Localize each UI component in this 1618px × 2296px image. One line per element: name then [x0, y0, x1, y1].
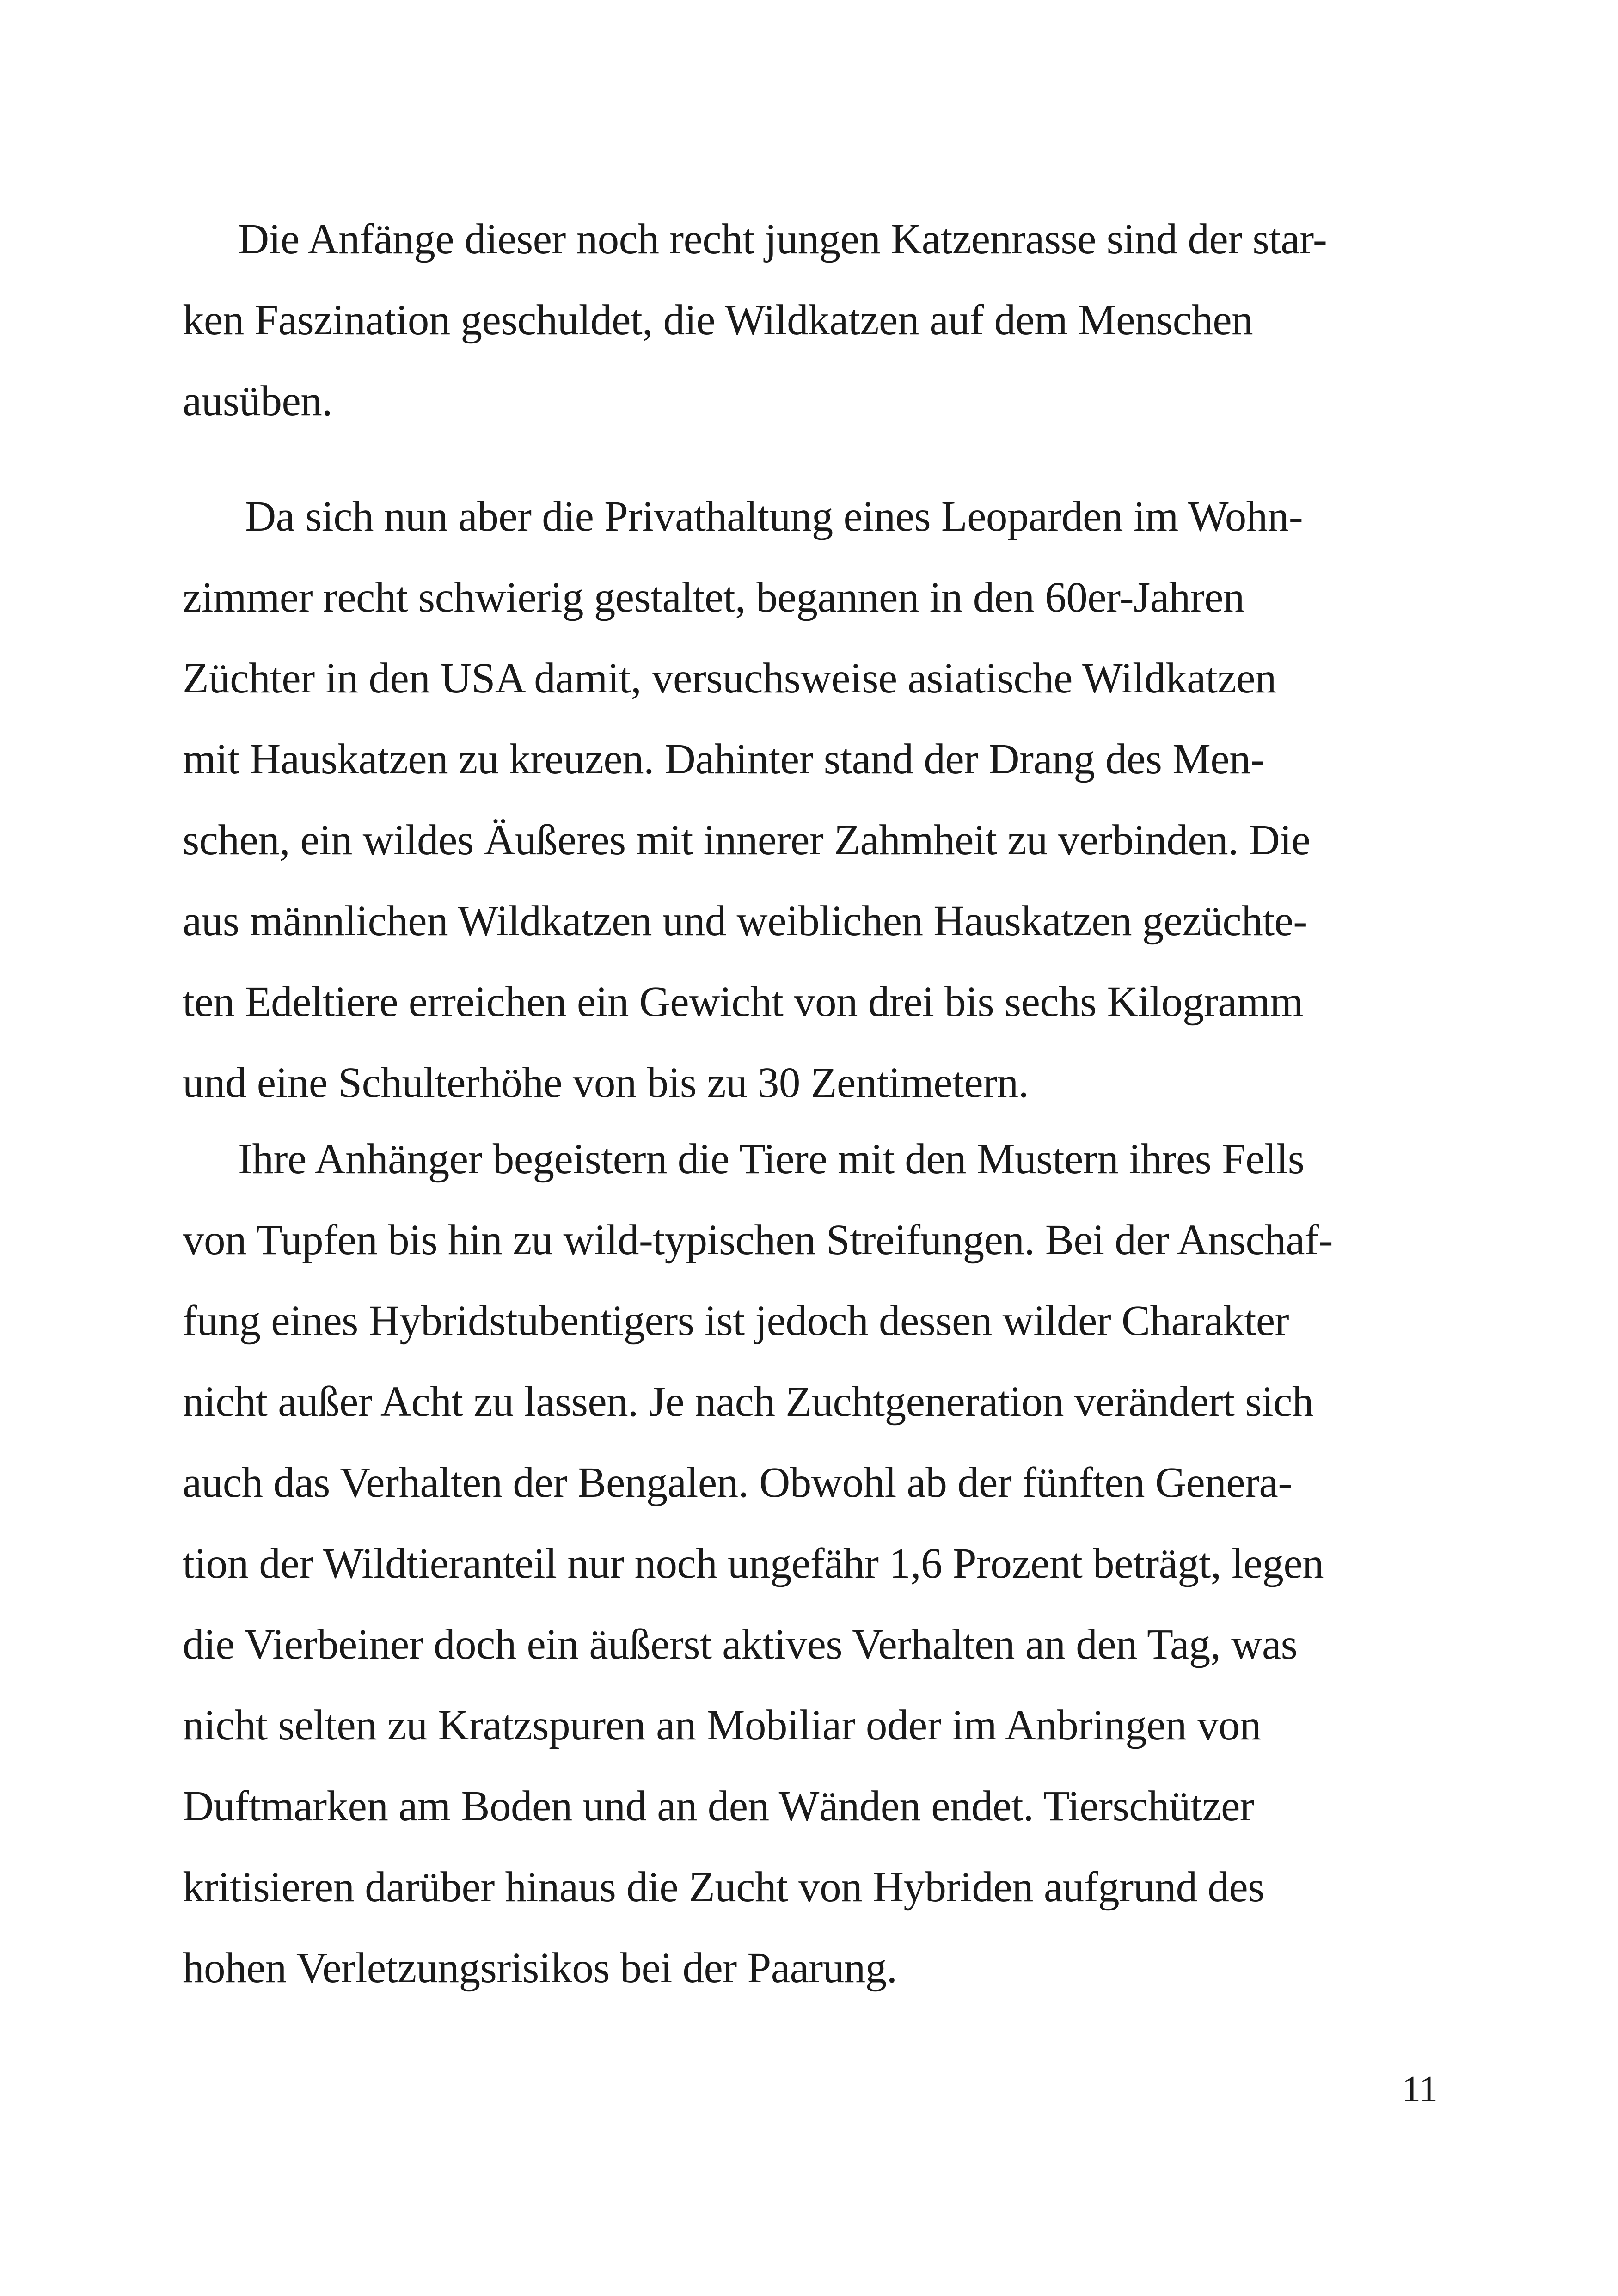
text-line: ken Faszination geschuldet, die Wildkatzen auf dem Menschen — [183, 296, 1253, 344]
text-line: Züchter in den USA damit, versuchsweise asiatische Wildkatzen — [183, 655, 1276, 702]
text-line: Die Anfänge dieser noch recht jungen Katzenrasse sind der star- — [238, 215, 1327, 263]
paragraph-1 — [183, 199, 1327, 441]
text-line: aus männlichen Wildkatzen und weiblichen Hauskatzen gezüchte- — [183, 897, 1307, 945]
text-line: schen, ein wildes Äußeres mit innerer Zahmheit zu verbinden. Die — [183, 816, 1311, 864]
text-line: die Vierbeiner doch ein äußerst aktives Verhalten an den Tag, was — [183, 1621, 1298, 1668]
text-line: ausüben. — [183, 377, 332, 425]
text-line: kritisieren darüber hinaus die Zucht von Hybriden aufgrund des — [183, 1863, 1264, 1911]
text-line: tion der Wildtieranteil nur noch ungefähr 1,6 Prozent beträgt, legen — [183, 1540, 1324, 1587]
page-number: 11 — [1402, 2069, 1438, 2110]
text-line: nicht außer Acht zu lassen. Je nach Zuchtgeneration verändert sich — [183, 1378, 1314, 1426]
text-line: zimmer recht schwierig gestaltet, begannen in den 60er-Jahren — [183, 574, 1244, 621]
text-line: nicht selten zu Kratzspuren an Mobiliar oder im Anbringen von — [183, 1702, 1261, 1749]
text-line: ten Edeltiere erreichen ein Gewicht von drei bis sechs Kilogramm — [183, 978, 1303, 1026]
paragraph-2 — [183, 476, 1310, 1123]
text-line: Duftmarken am Boden und an den Wänden endet. Tierschützer — [183, 1782, 1254, 1830]
text-line: auch das Verhalten der Bengalen. Obwohl ab der fünften Genera- — [183, 1459, 1292, 1506]
text-line: hohen Verletzungsrisikos bei der Paarung. — [183, 1944, 897, 1992]
paragraph-3 — [183, 1119, 1333, 2008]
text-line: und eine Schulterhöhe von bis zu 30 Zentimetern. — [183, 1059, 1029, 1107]
text-line: Da sich nun aber die Privathaltung eines Leoparden im Wohn- — [245, 493, 1303, 540]
text-line: mit Hauskatzen zu kreuzen. Dahinter stand der Drang des Men- — [183, 735, 1265, 783]
text-line: von Tupfen bis hin zu wild-typischen Streifungen. Bei der Anschaf- — [183, 1216, 1333, 1264]
text-line: fung eines Hybridstubentigers ist jedoch dessen wilder Charakter — [183, 1297, 1289, 1345]
text-line: Ihre Anhänger begeistern die Tiere mit den Mustern ihres Fells — [238, 1135, 1305, 1183]
